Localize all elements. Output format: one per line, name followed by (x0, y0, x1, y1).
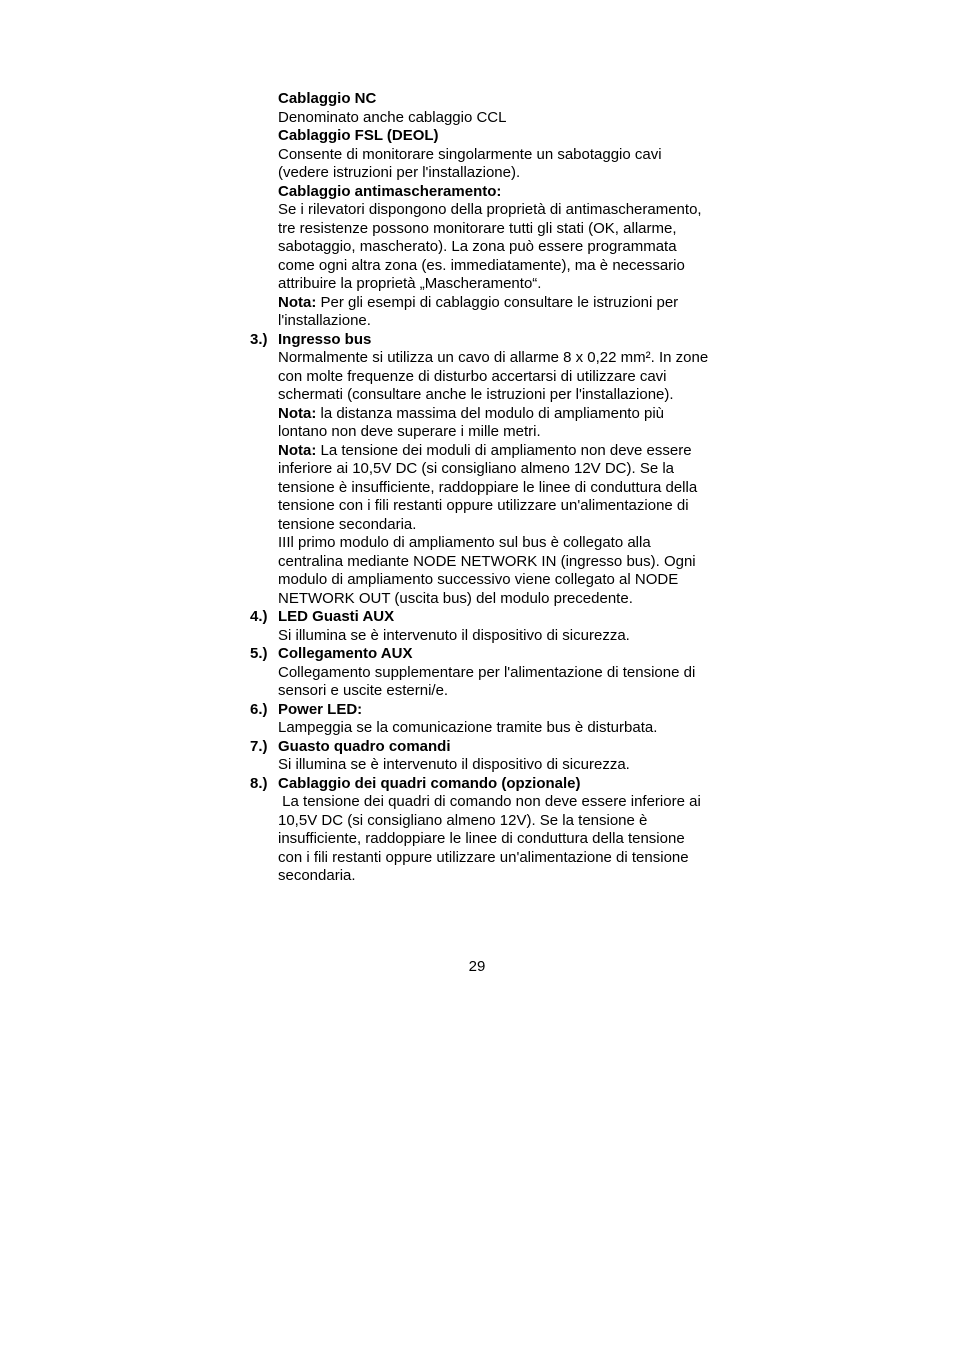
item-text: Lampeggia se la comunicazione tramite bus è disturbata. (278, 719, 658, 736)
list-item-3 (250, 331, 710, 609)
nc-title: Cablaggio NC (278, 90, 377, 107)
item-title: Ingresso bus (278, 330, 372, 348)
item-note (278, 442, 710, 535)
note-label: Nota: (278, 441, 317, 459)
fsl-title: Cablaggio FSL (DEOL) (278, 127, 439, 144)
page-content (250, 90, 710, 886)
intro-note (278, 294, 710, 331)
item-text: Si illumina se è intervenuto il dispositivo di sicurezza. (278, 626, 630, 644)
item-text: Normalmente si utilizza un cavo di allarme 8 x 0,22 mm². In zone con molte frequenze di disturbo accertarsi di utilizzare cavi schermati (consultare anche le istruzioni per l'installazione). (278, 349, 709, 403)
list-item-8 (250, 775, 710, 886)
item-number: 6.) (250, 700, 268, 718)
item-text: Collegamento supplementare per l'alimentazione di tensione di sensori e uscite esterni/e. (278, 663, 696, 699)
item-title: Guasto quadro comandi (278, 737, 451, 755)
list-item-6 (250, 701, 710, 738)
list-item-4 (250, 608, 710, 645)
item-number: 7.) (250, 737, 268, 755)
item-title: Power LED: (278, 700, 363, 718)
item-text: La tensione dei quadri di comando non deve essere inferiore ai 10,5V DC (si consigliano almeno 12V). Se la tensione è insufficiente, raddoppiare le linee di conduttura della tensione con i fili restanti oppure utilizzare un'alimentazione di tensione secondaria. (278, 793, 705, 884)
antimask-title: Cablaggio antimascheramento: (278, 182, 502, 200)
note-text: Per gli esempi di cablaggio consultare le istruzioni per l'installazione. (278, 293, 679, 329)
intro-section (278, 90, 710, 331)
item-number: 4.) (250, 608, 268, 625)
note-text: La tensione dei moduli di ampliamento non deve essere inferiore ai 10,5V DC (si consigliano almeno 12V DC). Se la tensione è insufficiente, raddoppiare le linee di conduttura della tensione con i fili restanti oppure utilizzare un'alimentazione di tensione secondaria. (278, 441, 698, 533)
item-number: 8.) (250, 774, 268, 792)
item-title: LED Guasti AUX (278, 608, 395, 625)
item-number: 3.) (250, 330, 268, 348)
note-text: la distanza massima del modulo di ampliamento più lontano non deve superare i mille metri. (278, 404, 665, 440)
item-title: Cablaggio dei quadri comando (opzionale) (278, 774, 581, 792)
nc-text: Denominato anche cablaggio CCL (278, 108, 507, 126)
item-number: 5.) (250, 645, 268, 662)
page-number: 29 (468, 958, 486, 975)
list-item-5 (250, 645, 710, 701)
item-note (278, 405, 710, 442)
list-item-7 (250, 738, 710, 775)
item-text: IIIl primo modulo di ampliamento sul bus è collegato alla centralina mediante NODE NETWORK IN (ingresso bus). Ogni modulo di ampliamento successivo viene collegato al NODE NETWORK OUT (uscita bus) del modulo precedente. (278, 534, 696, 607)
item-text: Si illumina se è intervenuto il dispositivo di sicurezza. (278, 756, 630, 773)
item-title: Collegamento AUX (278, 645, 413, 662)
note-label: Nota: (278, 293, 317, 311)
note-label: Nota: (278, 404, 317, 422)
antimask-text: Se i rilevatori dispongono della proprietà di antimascheramento, tre resistenze possono monitorare tutti gli stati (OK, allarme, sabotaggio, mascherato). La zona può essere programmata come ogni altra zona (es. immediatamente), ma è necessario attribuire la proprietà „Mascheramento“. (278, 201, 702, 292)
fsl-text: Consente di monitorare singolarmente un sabotaggio cavi (vedere istruzioni per l'installazione). (278, 145, 662, 181)
